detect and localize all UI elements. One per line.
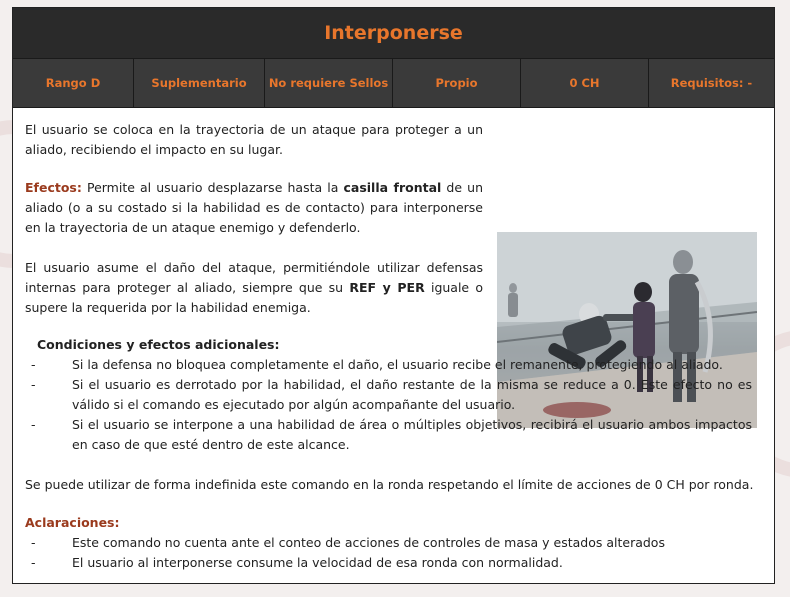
clarifications-heading: Aclaraciones: xyxy=(25,515,120,530)
card-title-bar xyxy=(13,8,774,58)
conditions-heading: Condiciones y efectos adicionales: xyxy=(37,337,280,352)
stat-rank: Rango D xyxy=(13,59,134,107)
list-item: - Si el usuario es derrotado por la habilidad, el daño restante de la misma se reduce a 0. Este efecto no es válido si el comando es ejecutado por algún acompañante del usuario. xyxy=(25,375,752,415)
stat-scope: Propio xyxy=(393,59,521,107)
card-title: Interponerse xyxy=(324,22,463,44)
stats-row xyxy=(13,58,774,108)
clarifications-list xyxy=(25,533,752,573)
technique-card xyxy=(12,7,775,584)
stat-seals: No requiere Sellos xyxy=(265,59,393,107)
figure-background xyxy=(508,283,518,317)
stat-type: Suplementario xyxy=(134,59,265,107)
damage-paragraph: El usuario asume el daño del ataque, permitiéndole utilizar defensas internas para proteger al aliado, siempre que su REF y PER iguale o supere la requerida por la habilidad enemiga. xyxy=(25,260,483,315)
list-item: - Si la defensa no bloquea completamente el daño, el usuario recibe el remanente, protegiendo al aliado. xyxy=(25,355,752,375)
stat-requirements: Requisitos: - xyxy=(670,76,753,90)
intro-text: El usuario se coloca en la trayectoria de un ataque para proteger a un aliado, recibiendo el impacto en su lugar. xyxy=(25,122,483,157)
stat-chakra: 0 CH xyxy=(521,59,649,107)
list-item: - Si el usuario se interpone a una habilidad de área o múltiples objetivos, recibirá el usuario ambos impactos en caso de que esté dentro de este alcance. xyxy=(25,415,752,455)
usage-text: Se puede utilizar de forma indefinida este comando en la ronda respetando el límite de acciones de 0 CH por ronda. xyxy=(25,477,754,492)
conditions-list xyxy=(25,355,752,455)
list-item: - El usuario al interponerse consume la velocidad de esa ronda con normalidad. xyxy=(25,553,752,573)
list-item: - Este comando no cuenta ante el conteo de acciones de controles de masa y estados alterados xyxy=(25,533,752,553)
effects-label: Efectos: xyxy=(25,180,82,195)
effects-paragraph: Efectos: Permite al usuario desplazarse hasta la casilla frontal de un aliado (o a su costado si la habilidad es de contacto) para interponerse en la trayectoria de un ataque enemigo y defenderlo. xyxy=(25,180,483,235)
